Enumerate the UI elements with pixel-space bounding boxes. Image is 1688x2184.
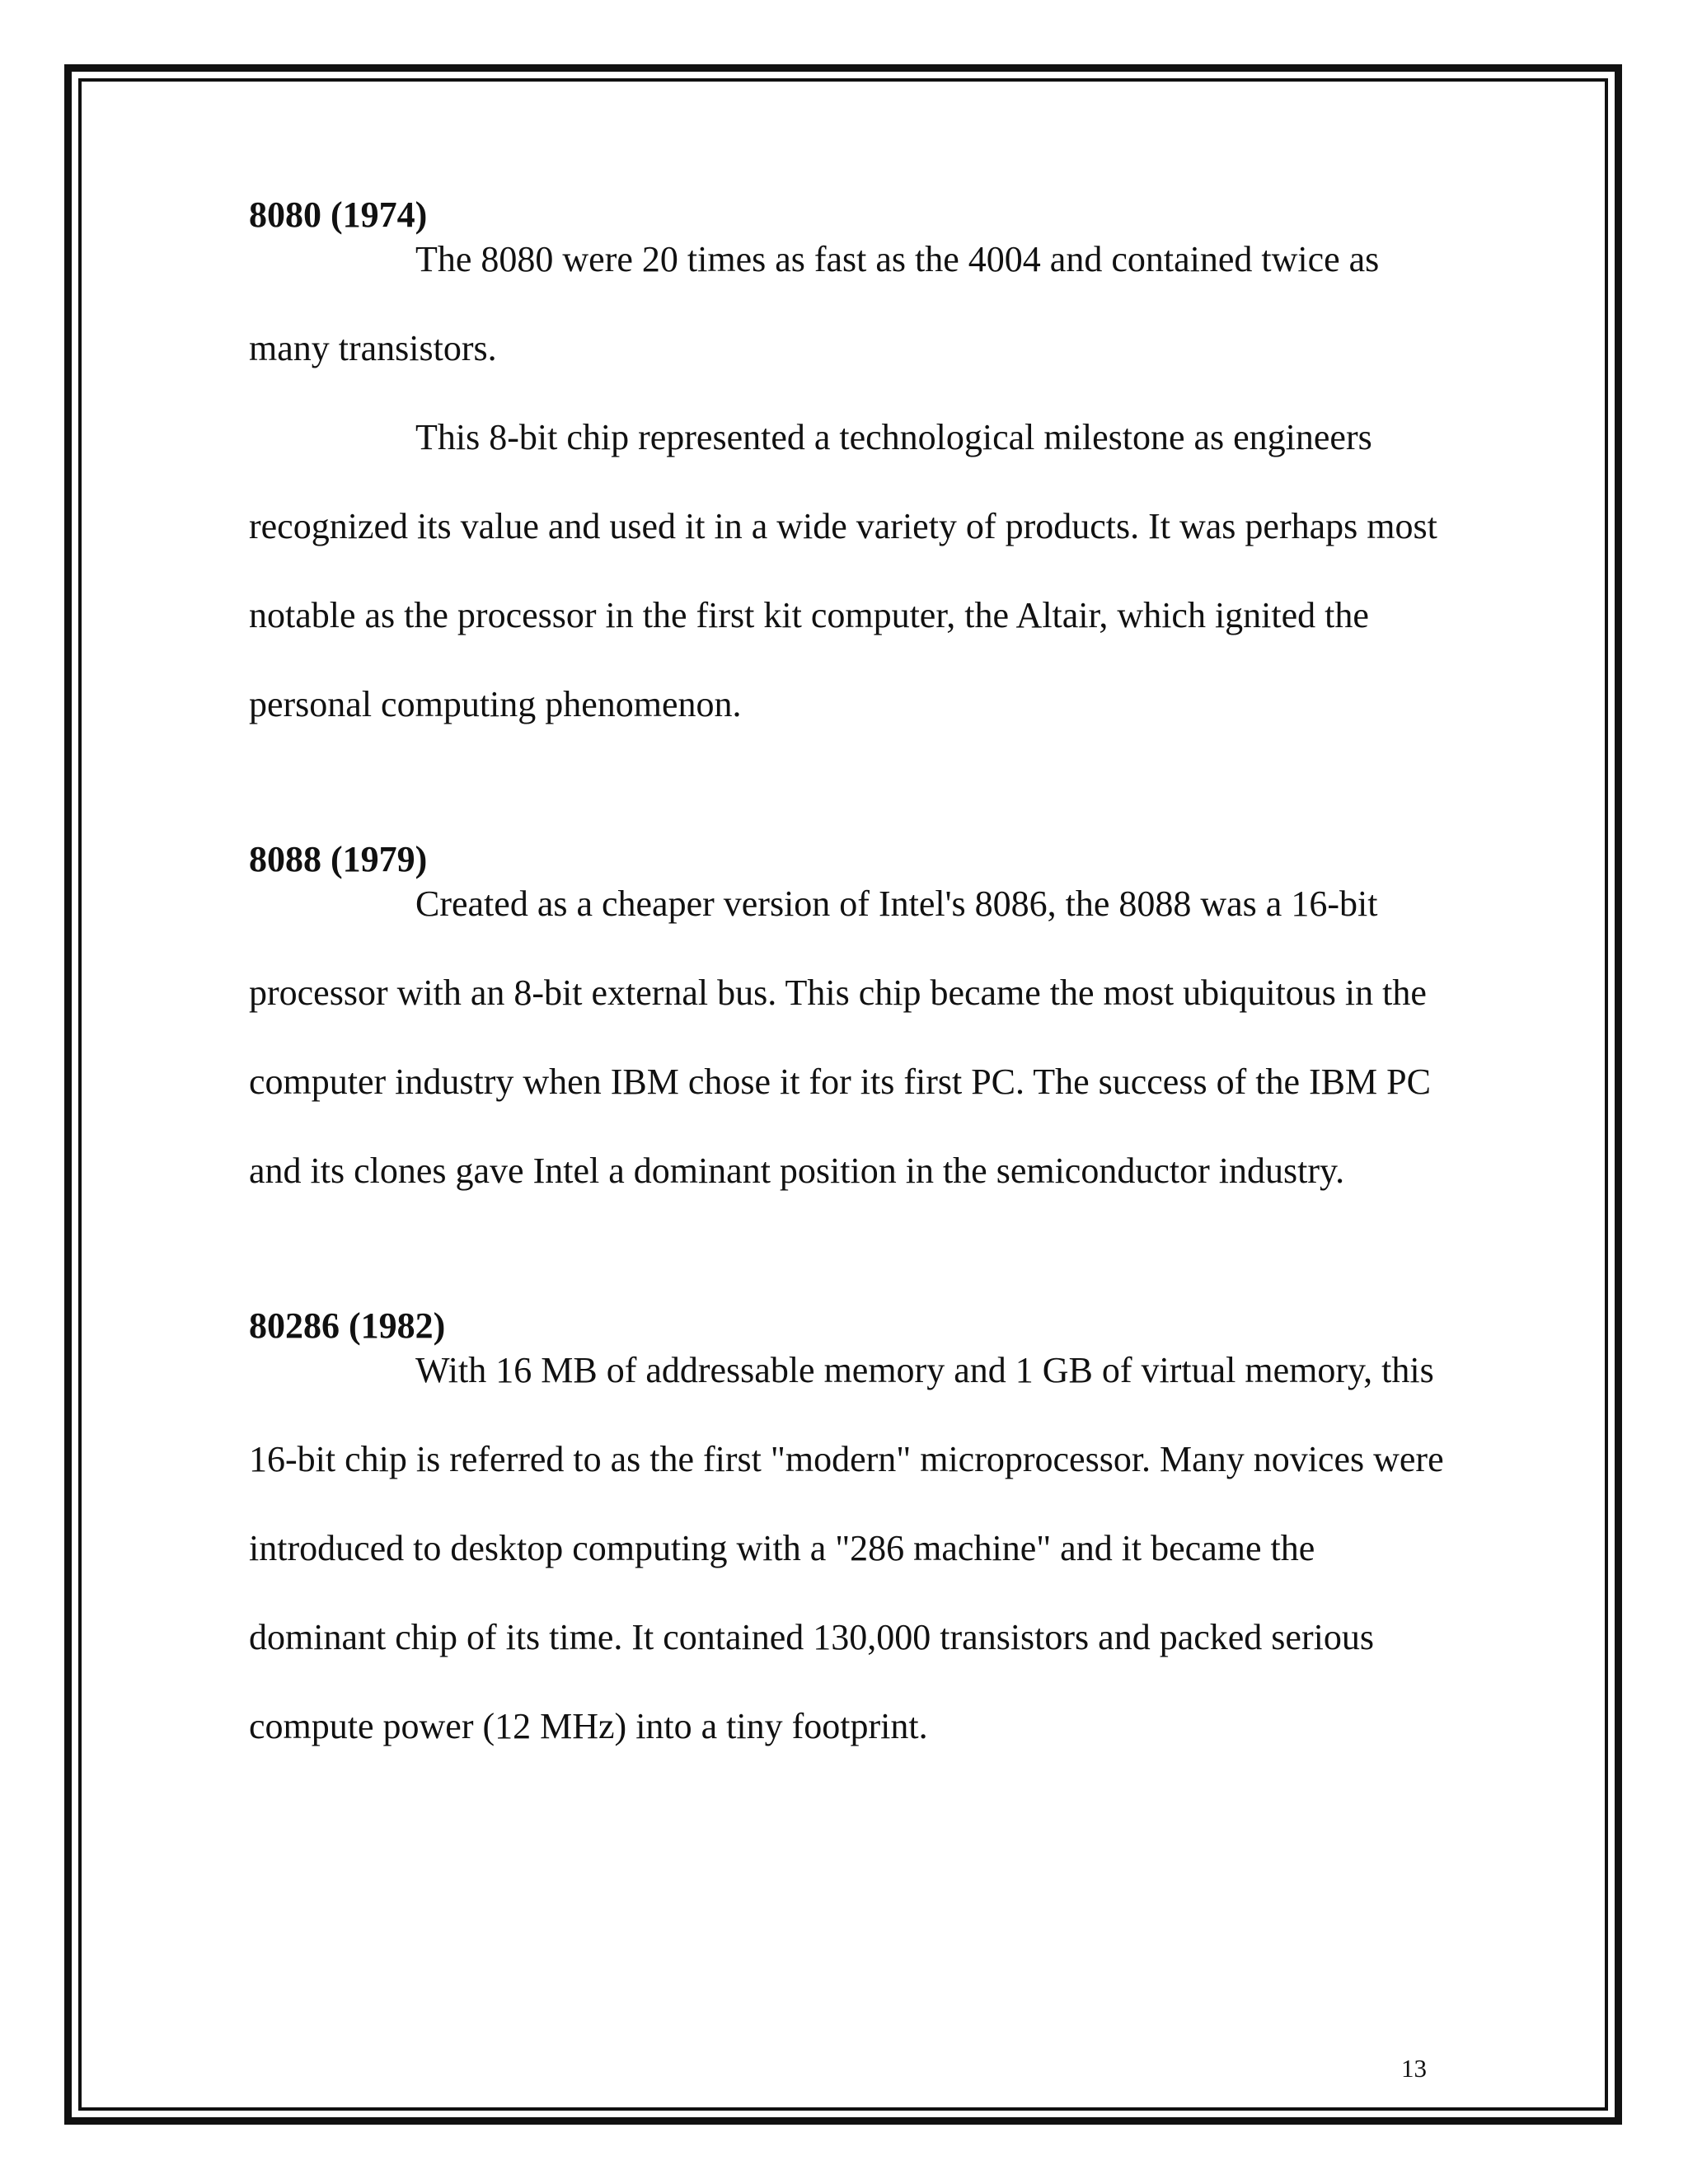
page-number: 13 bbox=[1401, 2054, 1427, 2083]
section-8088 bbox=[249, 838, 1452, 1216]
paragraph: This 8-bit chip represented a technological milestone as engineers recognized its value and used it in a wide variety of products. It was perhaps most notable as the processor in the first kit computer, the Altair, which ignited the personal computing phenomenon. bbox=[249, 417, 1437, 724]
section-8080 bbox=[249, 194, 1452, 749]
paragraph: The 8080 were 20 times as fast as the 4004 and contained twice as many transistors. bbox=[249, 239, 1380, 368]
section-80286 bbox=[249, 1305, 1452, 1771]
paragraph: Created as a cheaper version of Intel's 8086, the 8088 was a 16-bit processor with an 8-bit external bus. This chip became the most ubiquitous in the computer industry when IBM chose it for its first PC. The success of the IBM PC and its clones gave Intel a dominant position in the semiconductor industry. bbox=[249, 883, 1431, 1191]
page-content bbox=[249, 194, 1452, 1771]
section-heading: 80286 (1982) bbox=[249, 1305, 446, 1346]
paragraph: With 16 MB of addressable memory and 1 GB of virtual memory, this 16-bit chip is referred to as the first "modern" microprocessor. Many novices were introduced to desktop computing with a "286 machine" and it became the dominant chip of its time. It contained 130,000 transistors and packed serious compute power (12 MHz) into a tiny footprint. bbox=[249, 1350, 1444, 1746]
section-heading: 8080 (1974) bbox=[249, 194, 428, 235]
section-heading: 8088 (1979) bbox=[249, 839, 428, 879]
